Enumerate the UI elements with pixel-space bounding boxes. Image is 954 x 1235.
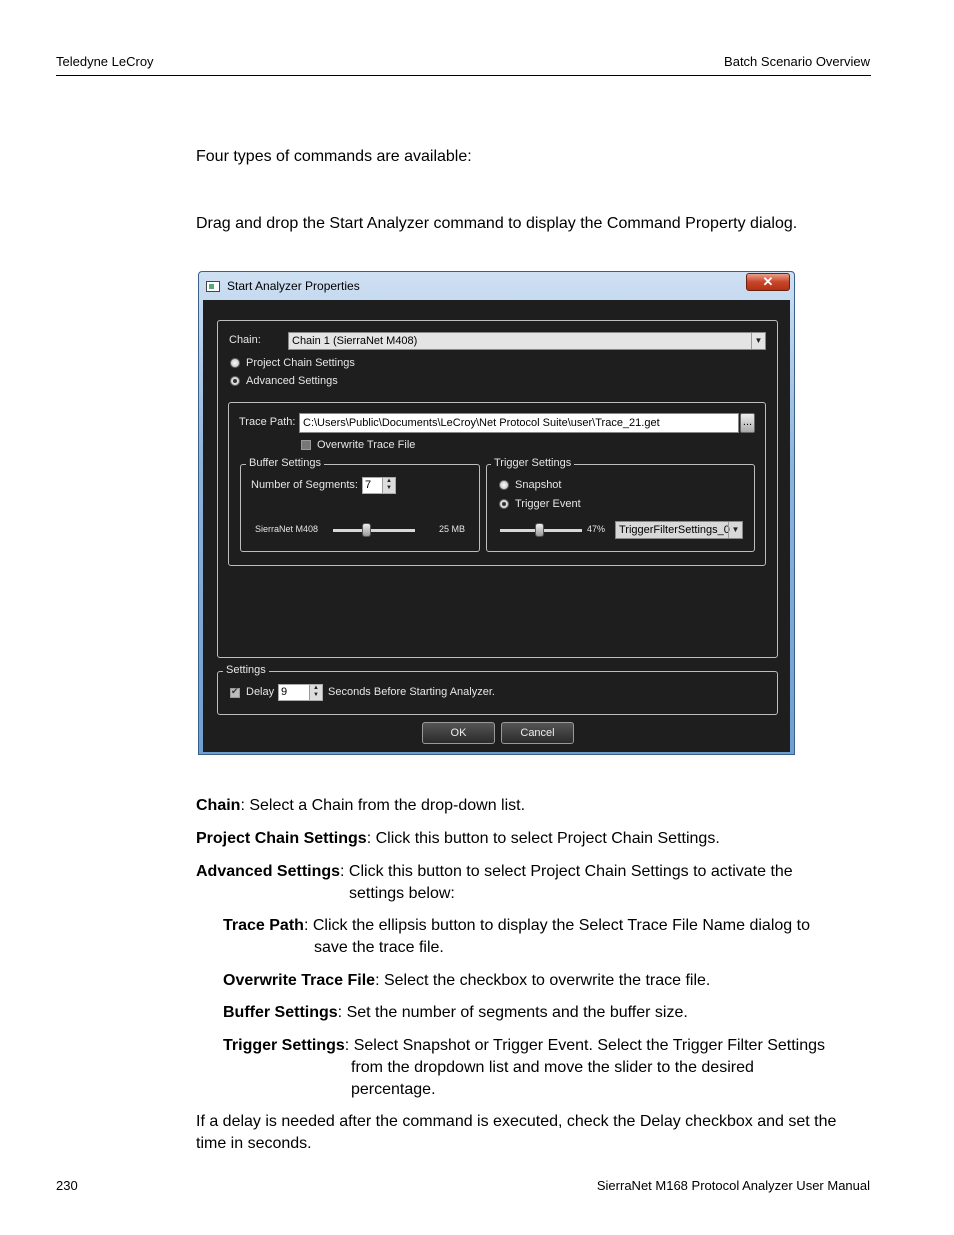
dialog-body (203, 300, 790, 752)
delay-label: Delay (246, 686, 275, 698)
chevron-down-icon: ▼ (728, 522, 742, 538)
chain-dropdown[interactable] (288, 332, 766, 350)
buffer-settings-group (240, 464, 480, 552)
chain-dropdown-value: Chain 1 (SierraNet M408) (292, 335, 418, 347)
delay-paragraph-2: time in seconds. (196, 1135, 312, 1152)
def-buffer (223, 1002, 688, 1024)
def-trigger-cont-1: from the dropdown list and move the slider to the desired (351, 1059, 754, 1076)
footer-title: SierraNet M168 Protocol Analyzer User Manual (596, 1178, 870, 1193)
def-term: Advanced Settings (196, 863, 341, 880)
running-header-left: Teledyne LeCroy (56, 54, 154, 69)
segments-stepper[interactable] (362, 477, 396, 494)
overwrite-label: Overwrite Trace File (317, 439, 416, 451)
buffer-size-label: 25 MB (439, 524, 466, 534)
def-trigger (223, 1035, 825, 1057)
delay-checkbox[interactable] (230, 688, 240, 698)
def-trace-path (223, 915, 810, 937)
def-project-chain (196, 828, 720, 850)
trigger-filter-value: TriggerFilterSettings_0 (619, 524, 730, 536)
project-chain-radio[interactable] (230, 358, 240, 368)
trace-path-input[interactable]: C:\Users\Public\Documents\LeCroy\Net Protocol Suite\user\Trace_21.get (299, 413, 739, 433)
delay-stepper[interactable] (278, 684, 323, 701)
delay-suffix: Seconds Before Starting Analyzer. (328, 686, 495, 698)
chevron-down-icon: ▼ (751, 333, 765, 349)
def-term: Overwrite Trace File (223, 972, 376, 989)
settings-legend: Settings (223, 664, 269, 676)
def-text: : Select Snapshot or Trigger Event. Select the Trigger Filter Settings (344, 1037, 826, 1054)
buffer-settings-legend: Buffer Settings (246, 457, 324, 469)
cancel-button[interactable]: Cancel (501, 722, 574, 744)
def-trace-path-cont: save the trace file. (314, 939, 444, 956)
close-icon[interactable]: ✕ (746, 273, 790, 291)
trigger-settings-legend: Trigger Settings (491, 457, 574, 469)
project-chain-label: Project Chain Settings (246, 357, 355, 369)
running-header-right: Batch Scenario Overview (724, 54, 870, 69)
spin-arrows-icon[interactable]: ▲ ▼ (309, 685, 322, 700)
def-term: Trace Path (223, 917, 304, 934)
snapshot-label: Snapshot (515, 479, 562, 491)
window-app-icon (206, 281, 220, 292)
spin-arrows-icon[interactable]: ▲ ▼ (382, 478, 395, 493)
intro-paragraph-1: Four types of commands are available: (196, 148, 472, 165)
def-chain (196, 795, 525, 817)
def-text: : Click the ellipsis button to display the Select Trace File Name dialog to (303, 917, 810, 934)
start-analyzer-dialog (198, 271, 795, 755)
buffer-device-label: SierraNet M408 (255, 524, 319, 534)
def-text: : Click this button to select Project Chain Settings. (366, 830, 720, 847)
overwrite-checkbox[interactable] (301, 440, 311, 450)
buffer-slider-track (333, 529, 415, 532)
dialog-title: Start Analyzer Properties (227, 279, 360, 293)
intro-paragraph-2: Drag and drop the Start Analyzer command to display the Command Property dialog. (196, 215, 798, 232)
trigger-event-radio[interactable] (499, 499, 509, 509)
browse-button[interactable]: ... (740, 413, 755, 433)
advanced-settings-label: Advanced Settings (246, 375, 338, 387)
chain-label: Chain: (229, 334, 261, 346)
segments-value: 7 (365, 479, 372, 491)
advanced-settings-radio[interactable] (230, 376, 240, 386)
trace-path-label: Trace Path: (239, 416, 296, 428)
header-rule (56, 75, 871, 76)
delay-paragraph-1: If a delay is needed after the command is executed, check the Delay checkbox and set the (196, 1113, 837, 1130)
segments-label: Number of Segments: (251, 479, 358, 491)
def-text: : Set the number of segments and the buffer size. (337, 1004, 688, 1021)
def-term: Buffer Settings (223, 1004, 338, 1021)
def-text: : Click this button to select Project Chain Settings to activate the (340, 863, 793, 880)
def-advanced (196, 861, 793, 883)
def-term: Trigger Settings (223, 1037, 345, 1054)
def-text: : Select the checkbox to overwrite the trace file. (375, 972, 711, 989)
def-term: Project Chain Settings (196, 830, 367, 847)
ok-button[interactable]: OK (422, 722, 495, 744)
trigger-slider-thumb[interactable] (535, 523, 544, 537)
def-trigger-cont-2: percentage. (351, 1081, 436, 1098)
def-overwrite (223, 970, 710, 992)
buffer-slider-thumb[interactable] (362, 523, 371, 537)
page-number: 230 (56, 1178, 78, 1193)
trigger-filter-dropdown[interactable] (615, 521, 743, 539)
def-text: : Select a Chain from the drop-down list. (240, 797, 526, 814)
trigger-percent-label: 47% (587, 524, 606, 534)
def-advanced-cont: settings below: (349, 885, 455, 902)
snapshot-radio[interactable] (499, 480, 509, 490)
trigger-event-label: Trigger Event (515, 498, 581, 510)
delay-value: 9 (281, 686, 288, 698)
def-term: Chain (196, 797, 241, 814)
